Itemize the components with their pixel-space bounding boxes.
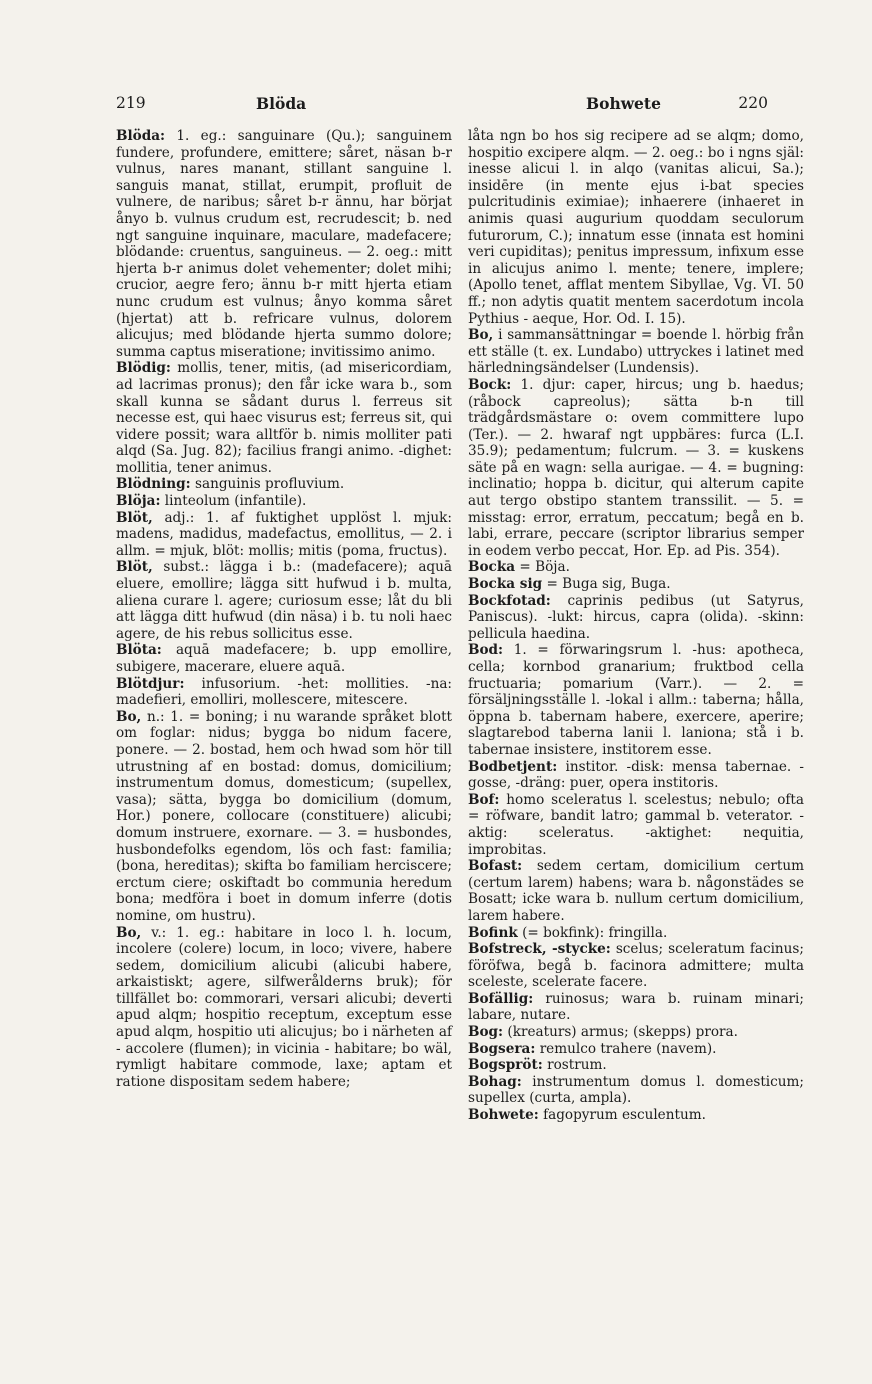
entry-headword: Bodbetjent: bbox=[468, 758, 558, 775]
entry-definition: adj.: 1. af fuktighet upplöst l. mjuk: madens, madidus, madefactus, emollitus, — 2. i allm. = mjuk, blöt: mollis; mitis (poma, fructus). bbox=[116, 509, 452, 559]
entry-headword: Blöja: bbox=[116, 493, 161, 510]
dictionary-entry bbox=[116, 676, 452, 709]
dictionary-entry bbox=[468, 1074, 804, 1107]
entry-definition: (= bokfink): fringilla. bbox=[522, 924, 668, 941]
entry-definition: (kreaturs) armus; (skepps) prora. bbox=[507, 1024, 738, 1041]
entry-headword: Bo, bbox=[468, 327, 494, 344]
entry-headword: Bockfotad: bbox=[468, 592, 551, 609]
page-number-right: 220 bbox=[738, 94, 768, 112]
entry-definition: infusorium. -het: mollities. -na: madefieri, emolliri, mollescere, mitescere. bbox=[116, 675, 453, 709]
entry-headword: Bofink bbox=[468, 924, 518, 941]
entry-headword: Bogsera: bbox=[468, 1040, 536, 1057]
dictionary-entry bbox=[468, 1024, 804, 1041]
dictionary-entry bbox=[468, 559, 804, 576]
entry-headword: Blödig: bbox=[116, 360, 171, 377]
entry-headword: Blöt, bbox=[116, 559, 153, 576]
entry-definition: aquā madefacere; b. upp emollire, subigere, macerare, eluere aquā. bbox=[116, 642, 452, 675]
dictionary-entry bbox=[116, 128, 452, 360]
entry-headword: Bog: bbox=[468, 1024, 504, 1041]
entry-definition: instrumentum domus l. domesticum; supellex (curta, ampla). bbox=[468, 1073, 804, 1107]
entry-headword: Blöta: bbox=[116, 642, 162, 659]
dictionary-entry bbox=[468, 759, 804, 792]
entry-definition: ruinosus; wara b. ruinam minari; labare, nutare. bbox=[468, 990, 804, 1024]
dictionary-entry bbox=[116, 642, 452, 675]
dictionary-entry bbox=[116, 360, 452, 476]
entry-headword: Bod: bbox=[468, 642, 504, 659]
dictionary-entry bbox=[116, 510, 452, 560]
entry-definition: = Böja. bbox=[519, 559, 570, 576]
page-number-left: 219 bbox=[116, 94, 146, 112]
entry-definition: rostrum. bbox=[547, 1057, 607, 1074]
left-column bbox=[116, 128, 452, 1090]
running-headword-left: Blöda bbox=[256, 94, 307, 113]
entry-definition: mollis, tener, mitis, (ad misericordiam, ad lacrimas pronus); den får icke wara b., som skall kunna se sådant durus l. ferreus sit necesse est, qui haec visurus est; ferreus sit, qui videre possit; wara alltför b. nimis molliter pati alqd (Sa. Jug. 82); facilius frangi animo. -dighet: mollitia, tener animus. bbox=[116, 360, 452, 476]
entry-definition: n.: 1. = boning; i nu warande språket blott om foglar: nidus; bygga bo nidum facere, ponere. — 2. bostad, hem och hwad som hör till utrustning af en bostad: domus, domicilium; instrumentum domus, domesticum; (supellex, vasa); sätta, bygga bo domicilium (domum, Hor.) ponere, collocare (constituere) alicubi; domum instruere, exornare. — 3. = husbondes, husbondefolks egendom, lös och fast: familia; (bona, hereditas); skifta bo familiam herciscere; erctum ciere; oskiftadt bo communia heredum bona; medföra i boet in domum inferre (dotis nomine, om hustru). bbox=[116, 708, 452, 924]
entry-headword: Bo, bbox=[116, 924, 142, 941]
entry-headword: Blöt, bbox=[116, 509, 153, 526]
entry-definition: i sammansättningar = boende l. hörbig från ett ställe (t. ex. Lundabo) uttryckes i latinet med härledningsändelser (Lundensis). bbox=[468, 327, 805, 377]
entry-definition: v.: 1. eg.: habitare in loco l. h. locum, incolere (colere) locum, in loco; vivere, habere sedem, domicilium alicubi (alicubi habere, arkaistiskt; agere, silfwerålderns bruk); för tillfället bo: commorari, versari alicubi; deverti apud alqm; hospitio receptum, exceptum esse apud alqm, hospitio uti alicujus; bo i närheten af - accolere (flumen); in vicinia - habitare; bo wäl, rymligt habitare commode, laxe; aptam et ratione dispositam sedem habere; bbox=[116, 924, 452, 1090]
dictionary-entry bbox=[116, 925, 452, 1091]
entry-definition: sedem certam, domicilium certum (certum larem) habens; wara b. någonstädes se Bosatt; icke wara b. nullum certum domicilium, larem habere. bbox=[468, 858, 804, 924]
dictionary-entry bbox=[468, 991, 804, 1024]
entry-definition: sanguinis profluvium. bbox=[195, 476, 345, 493]
entry-definition: 1. djur: caper, hircus; ung b. haedus; (råbock capreolus); sätta b-n till trädgårdsmästare o: ovem committere lupo (Ter.). — 2. hwaraf ngt uppbäres: furca (L.I. 35.9); pedamentum; fulcrum. — 3. = kuskens säte på en wagn: sella aurigae. — 4. = bugning: inclinatio; hoppa b. dicitur, qui alterum capite aut tergo obstipo stantem transsilit. — 5. = misstag: error, erratum, peccatum; begå en b. labi, errare, peccare (scriptor librarius semper in eodem verbo peccat, Hor. Ep. ad Pis. 354). bbox=[468, 376, 804, 559]
entry-headword: Blöda: bbox=[116, 128, 166, 144]
entry-headword: Bofstreck, -stycke: bbox=[468, 941, 611, 958]
entry-definition: 1. = förwaringsrum l. -hus: apotheca, cella; kornbod granarium; fruktbod cella fructuaria; pomarium (Varr.). — 2. = försäljningsställe l. -lokal i allm.: taberna; hålla, öppna b. tabernam habere, exercere, aperire; slagtarebod taberna lanii l. laniona; stå i b. tabernae insistere, institorem esse. bbox=[468, 642, 804, 758]
entry-headword: Bohwete: bbox=[468, 1107, 539, 1124]
dictionary-entry bbox=[468, 1107, 804, 1124]
entry-definition: caprinis pedibus (ut Satyrus, Paniscus). -lukt: hircus, capra (olida). -skinn: pellicula haedina. bbox=[468, 592, 805, 642]
entry-definition: = Buga sig, Buga. bbox=[546, 576, 671, 593]
entry-headword: Blötdjur: bbox=[116, 675, 185, 692]
dictionary-entry bbox=[468, 858, 804, 924]
entry-definition: institor. -disk: mensa tabernae. -gosse, -dräng: puer, opera institoris. bbox=[468, 758, 805, 792]
entry-definition: linteolum (infantile). bbox=[164, 493, 307, 510]
entry-definition: fagopyrum esculentum. bbox=[543, 1107, 706, 1124]
entry-headword: Bocka sig bbox=[468, 576, 543, 593]
entry-headword: Blödning: bbox=[116, 476, 191, 493]
entry-definition: scelus; sceleratum facinus; föröfwa, begå b. facinora admittere; multa sceleste, scelerate facere. bbox=[468, 941, 804, 991]
dictionary-entry bbox=[116, 493, 452, 510]
entry-definition: remulco trahere (navem). bbox=[539, 1040, 717, 1057]
dictionary-entry bbox=[468, 377, 804, 560]
entry-headword: Bofällig: bbox=[468, 990, 534, 1007]
right-column bbox=[468, 128, 804, 1124]
dictionary-entry bbox=[116, 476, 452, 493]
dictionary-entry bbox=[468, 1057, 804, 1074]
running-headword-right: Bohwete bbox=[586, 94, 661, 113]
page-header bbox=[116, 94, 768, 116]
dictionary-entry bbox=[468, 128, 804, 327]
dictionary-entry bbox=[468, 925, 804, 942]
dictionary-entry bbox=[468, 792, 804, 858]
dictionary-entry bbox=[116, 709, 452, 925]
entry-headword: Bohag: bbox=[468, 1073, 522, 1090]
entry-definition: homo sceleratus l. scelestus; nebulo; ofta = röfware, bandit latro; gammal b. veterator. -aktig: sceleratus. -aktighet: nequitia, improbitas. bbox=[468, 791, 804, 858]
entry-headword: Bock: bbox=[468, 376, 512, 393]
dictionary-entry bbox=[468, 593, 804, 643]
dictionary-entry bbox=[468, 642, 804, 758]
entry-headword: Bofast: bbox=[468, 858, 523, 875]
entry-headword: Bogspröt: bbox=[468, 1057, 543, 1074]
entry-definition: låta ngn bo hos sig recipere ad se alqm; domo, hospitio excipere alqm. — 2. oeg.: bo i ngns själ: inesse alicui l. in alqo (vanitas alicui, Sa.); insidēre (in mente ejus i-bat species pulcritudinis eximiae); inhaerere (inhaeret in animis quasi augurium quoddam seculorum futurorum, C.); innatum esse (innata est homini veri cupiditas); penitus impressum, infixum esse in alicujus animo l. mente; tenere, implere; (Apollo tenet, afflat mentem Sibyllae, Vg. VI. 50 ff.; non adytis quatit mentem sacerdotum incola Pythius - aeque, Hor. Od. I. 15). bbox=[468, 128, 804, 327]
entry-definition: subst.: lägga i b.: (madefacere); aquā eluere, emollire; lägga sitt hufwud i b. multa, aliena curare l. agere; curiosum esse; låt du bli att lägga ditt hufwud (din näsa) i b. tu noli haec agere, de his rebus sollicitus esse. bbox=[116, 559, 452, 642]
dictionary-entry bbox=[468, 576, 804, 593]
entry-definition: 1. eg.: sanguinare (Qu.); sanguinem fundere, profundere, emittere; såret, näsan b-r vulnus, nares manant, stillant sanguine l. sanguis manat, stillat, erumpit, profluit de vulnere, de naribus; såret b-r ännu, har börjat ånyo b. vulnus crudum est, recrudescit; b. ned ngt sanguine inquinare, maculare, madefacere; blödande: cruentus, sanguineus. — 2. oeg.: mitt hjerta b-r animus dolet vehementer; dolet mihi; crucior, aegre fero; ännu b-r mitt hjerta etiam nunc crudum est vulnus; ånyo komma såret (hjertat) att b. refricare vulnus, dolorem alicujus; med blödande hjerta summo dolore; summa captus miseratione; invitissimo animo. bbox=[116, 128, 452, 360]
dictionary-entry bbox=[468, 941, 804, 991]
entry-headword: Bo, bbox=[116, 708, 142, 725]
dictionary-entry bbox=[468, 1041, 804, 1058]
dictionary-entry bbox=[468, 327, 804, 377]
dictionary-entry bbox=[116, 559, 452, 642]
entry-headword: Bof: bbox=[468, 791, 500, 808]
entry-headword: Bocka bbox=[468, 559, 516, 576]
